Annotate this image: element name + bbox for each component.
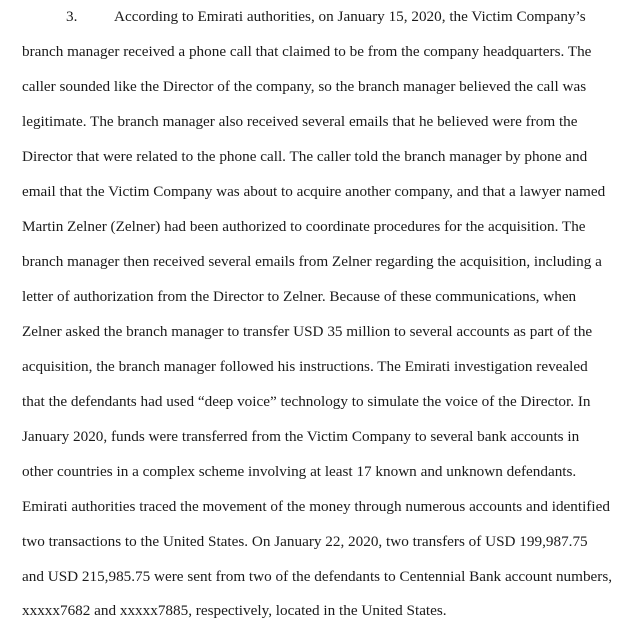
- paragraph-number: 3.: [66, 8, 78, 25]
- paragraph-line-4: legitimate. The branch manager also received several emails that he believed were from the: [22, 113, 578, 130]
- paragraph-line-12: that the defendants had used “deep voice” technology to simulate the voice of the Director. In: [22, 393, 591, 410]
- paragraph-line-8: branch manager then received several emails from Zelner regarding the acquisition, including a: [22, 253, 602, 270]
- paragraph-line-11: acquisition, the branch manager followed his instructions. The Emirati investigation revealed: [22, 358, 588, 375]
- paragraph-line-6: email that the Victim Company was about to acquire another company, and that a lawyer named: [22, 183, 606, 200]
- paragraph-line-18: xxxxx7682 and xxxxx7885, respectively, located in the United States.: [22, 602, 447, 619]
- paragraph-line-1: According to Emirati authorities, on January 15, 2020, the Victim Company’s: [114, 8, 586, 25]
- paragraph-line-2: branch manager received a phone call that claimed to be from the company headquarters. The: [22, 43, 592, 60]
- paragraph-line-10: Zelner asked the branch manager to transfer USD 35 million to several accounts as part of the: [22, 323, 593, 340]
- paragraph-line-13: January 2020, funds were transferred from the Victim Company to several bank accounts in: [22, 428, 580, 445]
- paragraph-line-5: Director that were related to the phone call. The caller told the branch manager by phone and: [22, 148, 588, 165]
- paragraph-line-14: other countries in a complex scheme involving at least 17 known and unknown defendants.: [22, 463, 577, 480]
- paragraph-line-3: caller sounded like the Director of the company, so the branch manager believed the call was: [22, 78, 587, 95]
- paragraph-line-7: Martin Zelner (Zelner) had been authorized to coordinate procedures for the acquisition. The: [22, 218, 586, 235]
- paragraph-line-16: two transactions to the United States. On January 22, 2020, two transfers of USD 199,987.75: [22, 533, 588, 550]
- paragraph-line-9: letter of authorization from the Director to Zelner. Because of these communications, when: [22, 288, 577, 305]
- paragraph-line-17: and USD 215,985.75 were sent from two of the defendants to Centennial Bank account numbers,: [22, 568, 613, 585]
- paragraph-line-15: Emirati authorities traced the movement of the money through numerous accounts and identified: [22, 498, 610, 515]
